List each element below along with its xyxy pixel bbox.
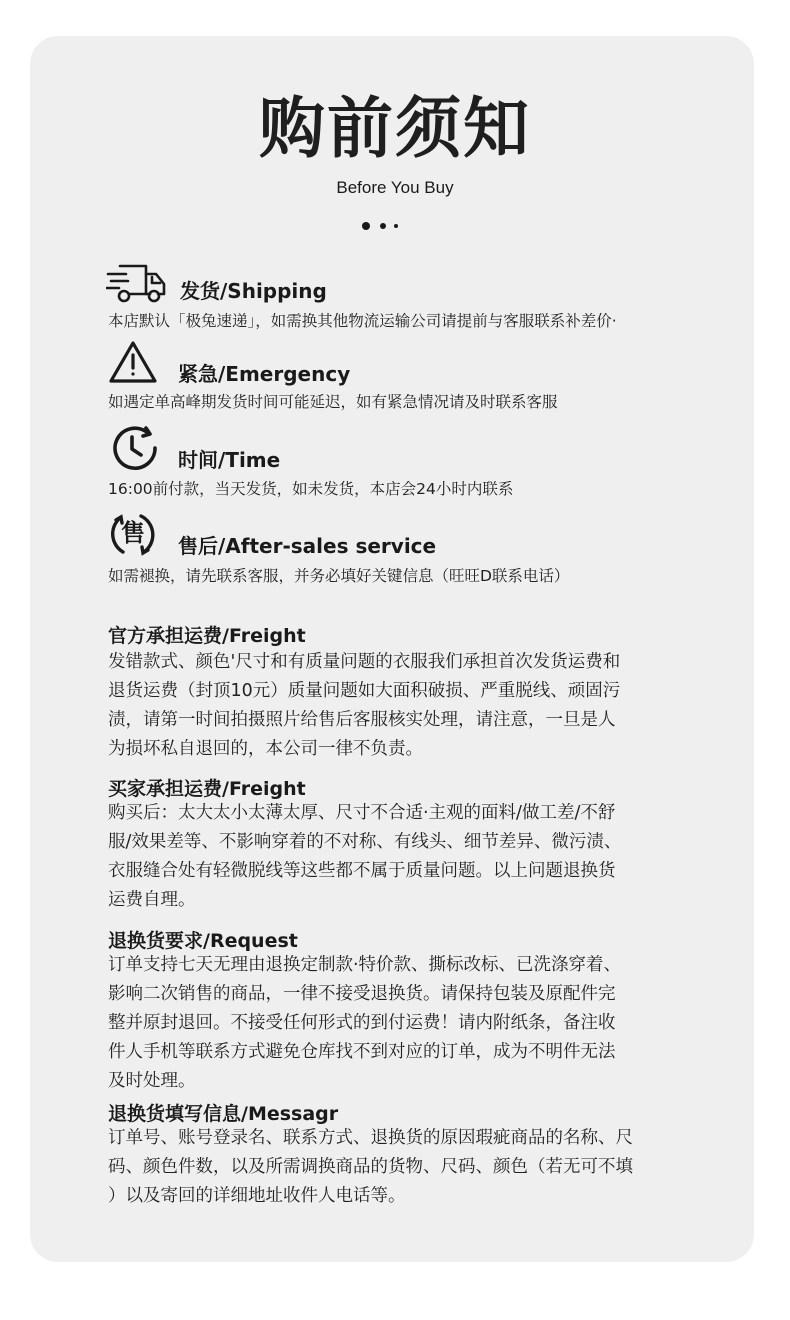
notice-body-after-sales: 如需褪换，请先联系客服，并务必填好关键信息（旺旺D联系电话）	[108, 567, 570, 585]
clock-icon	[110, 424, 160, 472]
policy-heading-request: 退换货要求/Request	[108, 930, 298, 952]
policy-heading-official-freight: 官方承担运费/Freight	[108, 625, 306, 647]
notice-body-emergency: 如遇定单高峰期发货时间可能延迟，如有紧急情况请及时联系客服	[108, 393, 558, 411]
dot-small	[394, 224, 398, 228]
policy-heading-message: 退换货填写信息/Messagr	[108, 1103, 339, 1125]
notice-body-time: 16:00前付款，当天发货，如未发货，本店会24小时内联系	[108, 480, 514, 498]
notice-body-shipping: 本店默认「极兔速递」，如需换其他物流运输公司请提前与客服联系补差价·	[108, 312, 617, 330]
notice-heading-time: 时间/Time	[178, 448, 281, 472]
after-sales-icon-glyph: 售	[121, 519, 145, 547]
delivery-truck-icon	[106, 260, 168, 304]
policy-body-buyer-freight: 购买后：太大太小太薄太厚、尺寸不合适·主观的面料/做工差/不舒 服/效果差等、不影响穿着的不对称、有线头、细节差异、微污渍、 衣服缝合处有轻微脱线等这些都不属于质量问题。以上问题退换货 运费自理。	[108, 803, 622, 910]
after-sales-icon	[108, 510, 158, 558]
notice-heading-emergency: 紧急/Emergency	[178, 362, 351, 386]
dot-large	[362, 222, 370, 230]
policy-body-request: 订单支持七天无理由退换定制款·特价款、撕标改标、已洗涤穿着、 影响二次销售的商品，一律不接受退换货。请保持包装及原配件完 整并原封退回。不接受任何形式的到付运费！请内附纸条，备注收 件人手机等联系方式避免仓库找不到对应的订单，成为不明件无法 及时处理。	[108, 955, 622, 1091]
policy-body-message: 订单号、账号登录名、联系方式、退换货的原因瑕疵商品的名称、尺 码、颜色件数，以及所需调换商品的货物、尺码、颜色（若无可不填 ）以及寄回的详细地址收件人电话等。	[108, 1128, 633, 1206]
decorative-dots	[362, 222, 402, 232]
notice-heading-after-sales: 售后/After-sales service	[178, 534, 437, 558]
warning-icon	[108, 340, 158, 384]
policy-heading-buyer-freight: 买家承担运费/Freight	[108, 778, 306, 800]
page-title: 购前须知	[259, 90, 531, 167]
notice-heading-shipping: 发货/Shipping	[180, 279, 327, 303]
dot-medium	[380, 223, 386, 229]
page-subtitle: Before You Buy	[336, 178, 454, 197]
policy-body-official-freight: 发错款式、颜色'尺寸和有质量问题的衣服我们承担首次发货运费和 退货运费（封顶10元）质量问题如大面积破损、严重脱线、顽固污 渍，请第一时间拍摄照片给售后客服核实处理，请注意，一旦是人 为损坏私自退回的，本公司一律不负责。	[108, 652, 621, 759]
